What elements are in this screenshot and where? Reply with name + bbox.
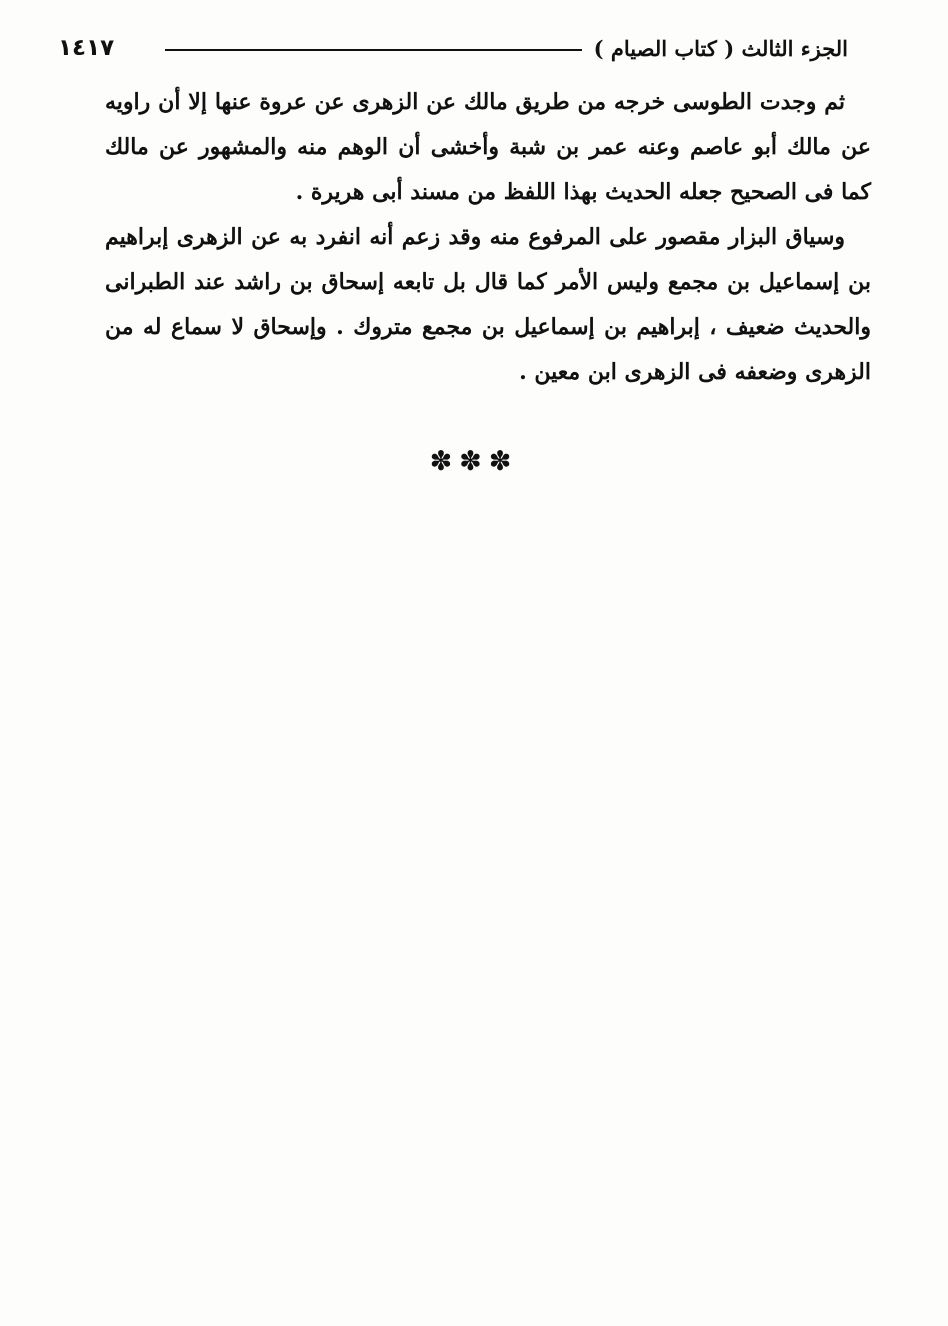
- page-number: ١٤١٧: [58, 35, 115, 61]
- paragraph: ثم وجدت الطوسى خرجه من طريق مالك عن الزهرى عن عروة عنها إلا أن راويه عن مالك أبو عاصم وعنه عمر بن شبة وأخشى أن الوهم منه والمشهور عن مالك كما فى الصحيح جعله الحديث بهذا اللفظ من مسند أبى هريرة .: [105, 89, 871, 205]
- paragraph: وسياق البزار مقصور على المرفوع منه وقد زعم أنه انفرد به عن الزهرى إبراهيم بن إسماعيل بن مجمع وليس الأمر كما قال بل تابعه إسحاق بن راشد عند الطبرانى والحديث ضعيف ، إبراهيم بن إسماعيل بن مجمع متروك . وإسحاق لا سماع له من الزهرى وضعفه فى الزهرى ابن معين .: [105, 224, 871, 385]
- header-rule: [165, 49, 582, 51]
- running-header: [58, 30, 848, 66]
- running-header-title: الجزء الثالث ( كتاب الصيام ): [593, 35, 848, 61]
- body-text: [105, 80, 871, 395]
- section-end-ornament: ✽✽✽: [429, 446, 519, 477]
